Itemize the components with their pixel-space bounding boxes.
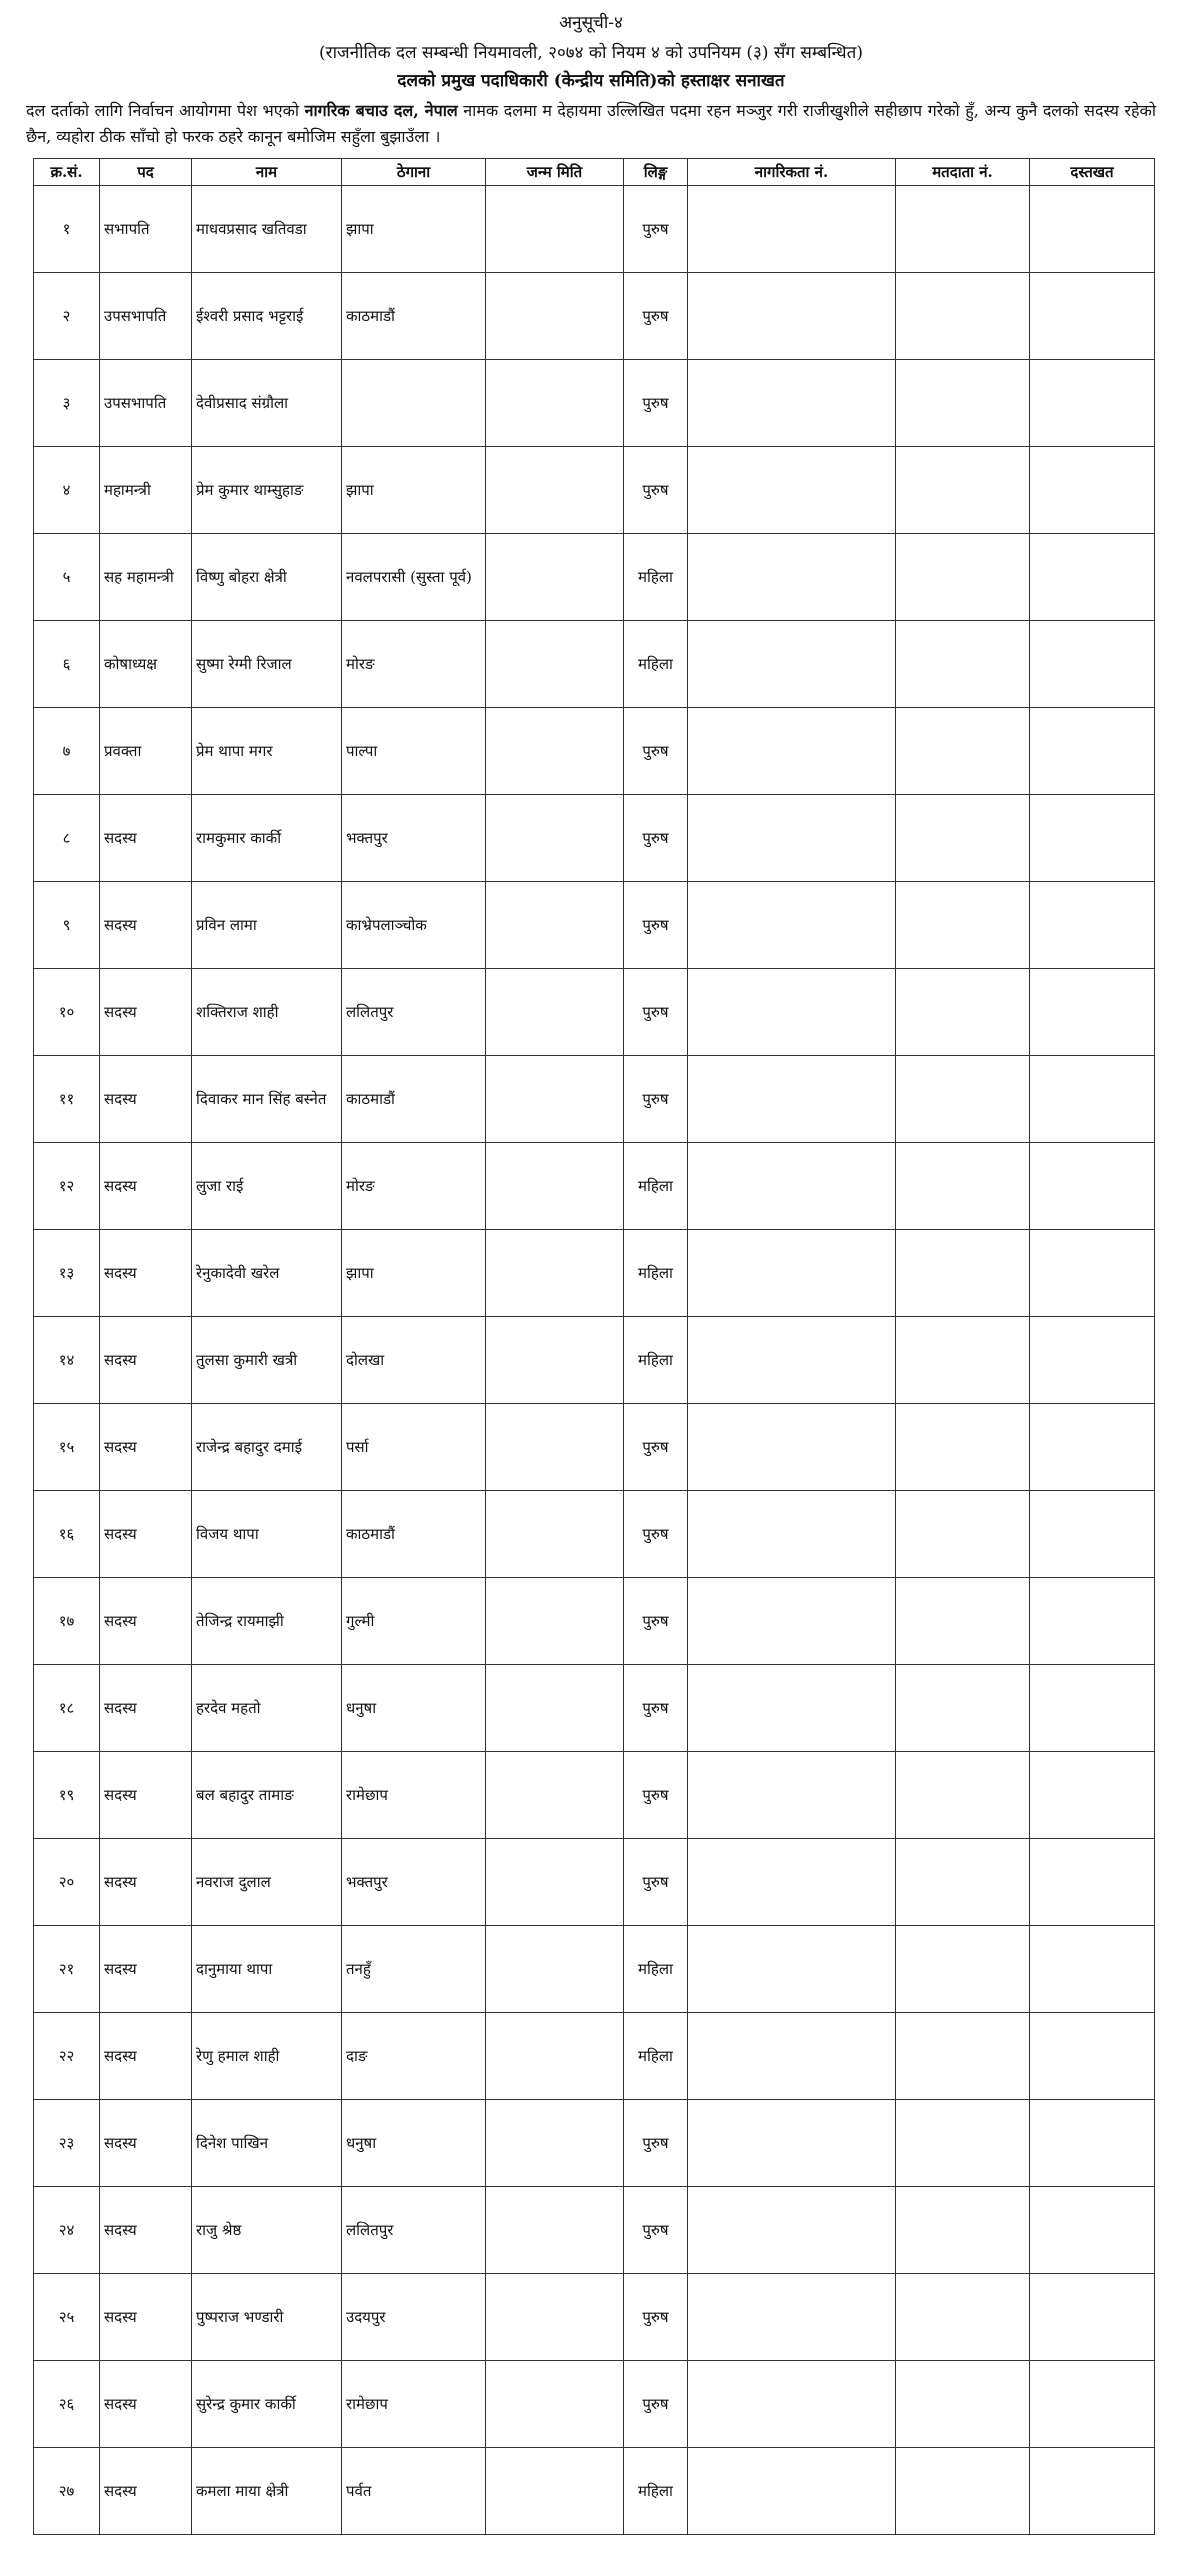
col-header-dob: जन्म मिति [486, 159, 624, 186]
cell-sn: २२ [34, 2013, 100, 2100]
cell-address: काठमाडौं [342, 1056, 486, 1143]
cell-sn: १६ [34, 1491, 100, 1578]
cell-dob [486, 1491, 624, 1578]
cell-gender: महिला [624, 534, 688, 621]
col-header-address: ठेगाना [342, 159, 486, 186]
cell-signature [1030, 1752, 1155, 1839]
cell-post: सदस्य [100, 1404, 192, 1491]
cell-citizenship [688, 534, 896, 621]
cell-dob [486, 621, 624, 708]
cell-dob [486, 2361, 624, 2448]
cell-sn: ६ [34, 621, 100, 708]
cell-post: सदस्य [100, 1578, 192, 1665]
document-title: दलको प्रमुख पदाधिकारी (केन्द्रीय समिति)को हस्ताक्षर सनाखत [397, 71, 785, 91]
cell-voter [896, 1578, 1030, 1665]
cell-dob [486, 273, 624, 360]
cell-dob [486, 2100, 624, 2187]
table-row [34, 1491, 1155, 1578]
table-row [34, 2187, 1155, 2274]
cell-citizenship [688, 1578, 896, 1665]
rule-reference: (राजनीतिक दल सम्बन्धी नियमावली, २०७४ को नियम ४ को उपनियम (३) सँग सम्बन्धित) [319, 43, 863, 63]
cell-address: काभ्रेपलाञ्चोक [342, 882, 486, 969]
officials-table [33, 158, 1155, 2535]
cell-name: रामकुमार कार्की [192, 795, 342, 882]
cell-name: रेणु हमाल शाही [192, 2013, 342, 2100]
cell-gender: पुरुष [624, 1404, 688, 1491]
cell-post: सदस्य [100, 2013, 192, 2100]
cell-sn: ५ [34, 534, 100, 621]
cell-address: रामेछाप [342, 2361, 486, 2448]
cell-gender: पुरुष [624, 360, 688, 447]
cell-post: सदस्य [100, 1839, 192, 1926]
cell-citizenship [688, 1752, 896, 1839]
table-row [34, 1839, 1155, 1926]
cell-name: तुलसा कुमारी खत्री [192, 1317, 342, 1404]
cell-citizenship [688, 2187, 896, 2274]
cell-address: पर्वत [342, 2448, 486, 2535]
cell-signature [1030, 1578, 1155, 1665]
cell-voter [896, 360, 1030, 447]
col-header-gender: लिङ्ग [624, 159, 688, 186]
cell-signature [1030, 1404, 1155, 1491]
cell-dob [486, 1230, 624, 1317]
cell-citizenship [688, 1665, 896, 1752]
cell-voter [896, 1404, 1030, 1491]
cell-name: ईश्वरी प्रसाद भट्टराई [192, 273, 342, 360]
cell-gender: महिला [624, 1317, 688, 1404]
cell-citizenship [688, 1056, 896, 1143]
cell-post: कोषाध्यक्ष [100, 621, 192, 708]
cell-dob [486, 2274, 624, 2361]
cell-sn: १४ [34, 1317, 100, 1404]
cell-citizenship [688, 1926, 896, 2013]
cell-post: सदस्य [100, 1230, 192, 1317]
cell-signature [1030, 1926, 1155, 2013]
cell-voter [896, 882, 1030, 969]
cell-address: झापा [342, 447, 486, 534]
cell-post: सदस्य [100, 795, 192, 882]
cell-address: दाङ [342, 2013, 486, 2100]
cell-name: दानुमाया थापा [192, 1926, 342, 2013]
cell-name: दिनेश पाखिन [192, 2100, 342, 2187]
cell-gender: महिला [624, 1230, 688, 1317]
cell-sn: १२ [34, 1143, 100, 1230]
cell-sn: १ [34, 186, 100, 273]
cell-dob [486, 1404, 624, 1491]
cell-gender: पुरुष [624, 882, 688, 969]
cell-post: सदस्य [100, 1143, 192, 1230]
cell-voter [896, 969, 1030, 1056]
cell-citizenship [688, 360, 896, 447]
cell-citizenship [688, 1230, 896, 1317]
cell-name: रेनुकादेवी खरेल [192, 1230, 342, 1317]
cell-post: महामन्त्री [100, 447, 192, 534]
cell-citizenship [688, 186, 896, 273]
cell-address: धनुषा [342, 1665, 486, 1752]
table-row [34, 360, 1155, 447]
table-row [34, 795, 1155, 882]
cell-address: तनहुँ [342, 1926, 486, 2013]
cell-address: झापा [342, 186, 486, 273]
cell-signature [1030, 534, 1155, 621]
cell-gender: पुरुष [624, 447, 688, 534]
cell-address: रामेछाप [342, 1752, 486, 1839]
cell-address: ललितपुर [342, 2187, 486, 2274]
cell-citizenship [688, 2100, 896, 2187]
cell-address: पर्सा [342, 1404, 486, 1491]
cell-gender: पुरुष [624, 1491, 688, 1578]
cell-address: ललितपुर [342, 969, 486, 1056]
declaration-part-1: दल दर्ताको लागि निर्वाचन आयोगमा पेश भएको [26, 101, 300, 120]
cell-sn: ९ [34, 882, 100, 969]
cell-sn: १८ [34, 1665, 100, 1752]
cell-sn: १३ [34, 1230, 100, 1317]
cell-address: दोलखा [342, 1317, 486, 1404]
cell-address: झापा [342, 1230, 486, 1317]
cell-gender: पुरुष [624, 273, 688, 360]
table-header-row [34, 159, 1155, 186]
cell-dob [486, 186, 624, 273]
cell-citizenship [688, 1317, 896, 1404]
cell-name: राजेन्द्र बहादुर दमाई [192, 1404, 342, 1491]
cell-address: नवलपरासी (सुस्ता पूर्व) [342, 534, 486, 621]
cell-signature [1030, 2274, 1155, 2361]
cell-post: सदस्य [100, 1491, 192, 1578]
table-row [34, 969, 1155, 1056]
cell-gender: पुरुष [624, 186, 688, 273]
cell-address: धनुषा [342, 2100, 486, 2187]
cell-sn: २३ [34, 2100, 100, 2187]
cell-citizenship [688, 1839, 896, 1926]
col-header-sn: क्र.सं. [34, 159, 100, 186]
cell-gender: पुरुष [624, 2187, 688, 2274]
cell-gender: पुरुष [624, 708, 688, 795]
cell-name: प्रेम थापा मगर [192, 708, 342, 795]
table-row [34, 708, 1155, 795]
cell-dob [486, 2187, 624, 2274]
cell-address: भक्तपुर [342, 1839, 486, 1926]
cell-name: सुरेन्द्र कुमार कार्की [192, 2361, 342, 2448]
cell-post: सदस्य [100, 1056, 192, 1143]
cell-gender: पुरुष [624, 1752, 688, 1839]
cell-voter [896, 2013, 1030, 2100]
cell-name: दिवाकर मान सिंह बस्नेत [192, 1056, 342, 1143]
cell-gender: पुरुष [624, 969, 688, 1056]
cell-post: सदस्य [100, 1752, 192, 1839]
cell-address: पाल्पा [342, 708, 486, 795]
cell-signature [1030, 2361, 1155, 2448]
cell-dob [486, 708, 624, 795]
cell-address: काठमाडौं [342, 1491, 486, 1578]
cell-sn: १० [34, 969, 100, 1056]
cell-sn: १७ [34, 1578, 100, 1665]
cell-citizenship [688, 447, 896, 534]
cell-gender: पुरुष [624, 2361, 688, 2448]
cell-post: सदस्य [100, 1926, 192, 2013]
cell-name: राजु श्रेष्ठ [192, 2187, 342, 2274]
cell-signature [1030, 1056, 1155, 1143]
cell-address: मोरङ [342, 621, 486, 708]
table-row [34, 1404, 1155, 1491]
cell-voter [896, 447, 1030, 534]
cell-address: काठमाडौं [342, 273, 486, 360]
cell-address [342, 360, 486, 447]
cell-sn: १९ [34, 1752, 100, 1839]
cell-name: विष्णु बोहरा क्षेत्री [192, 534, 342, 621]
col-header-name: नाम [192, 159, 342, 186]
cell-signature [1030, 2100, 1155, 2187]
cell-gender: महिला [624, 2448, 688, 2535]
cell-voter [896, 1926, 1030, 2013]
cell-sn: ३ [34, 360, 100, 447]
cell-voter [896, 1839, 1030, 1926]
cell-voter [896, 186, 1030, 273]
cell-post: उपसभापति [100, 273, 192, 360]
cell-dob [486, 1752, 624, 1839]
cell-address: उदयपुर [342, 2274, 486, 2361]
cell-signature [1030, 882, 1155, 969]
cell-voter [896, 708, 1030, 795]
table-row [34, 1665, 1155, 1752]
cell-post: सदस्य [100, 2361, 192, 2448]
cell-name: नवराज दुलाल [192, 1839, 342, 1926]
cell-name: बल बहादुर तामाङ [192, 1752, 342, 1839]
cell-sn: ८ [34, 795, 100, 882]
cell-signature [1030, 969, 1155, 1056]
cell-dob [486, 1056, 624, 1143]
cell-sn: २१ [34, 1926, 100, 2013]
cell-gender: महिला [624, 621, 688, 708]
cell-citizenship [688, 969, 896, 1056]
cell-citizenship [688, 795, 896, 882]
cell-gender: पुरुष [624, 1839, 688, 1926]
cell-voter [896, 2448, 1030, 2535]
table-row [34, 186, 1155, 273]
cell-post: सदस्य [100, 2187, 192, 2274]
cell-dob [486, 2013, 624, 2100]
table-row [34, 1317, 1155, 1404]
cell-sn: १५ [34, 1404, 100, 1491]
cell-voter [896, 2187, 1030, 2274]
cell-sn: २४ [34, 2187, 100, 2274]
cell-citizenship [688, 1491, 896, 1578]
cell-signature [1030, 1491, 1155, 1578]
cell-signature [1030, 2013, 1155, 2100]
cell-name: तेजिन्द्र रायमाझी [192, 1578, 342, 1665]
cell-voter [896, 1317, 1030, 1404]
table-row [34, 621, 1155, 708]
cell-citizenship [688, 1404, 896, 1491]
cell-citizenship [688, 1143, 896, 1230]
cell-signature [1030, 273, 1155, 360]
cell-sn: २ [34, 273, 100, 360]
table-row [34, 1578, 1155, 1665]
cell-gender: पुरुष [624, 1665, 688, 1752]
table-row [34, 534, 1155, 621]
cell-gender: पुरुष [624, 2274, 688, 2361]
cell-gender: महिला [624, 1926, 688, 2013]
cell-gender: पुरुष [624, 1578, 688, 1665]
cell-voter [896, 534, 1030, 621]
cell-voter [896, 1143, 1030, 1230]
cell-gender: महिला [624, 2013, 688, 2100]
cell-signature [1030, 1143, 1155, 1230]
table-row [34, 1230, 1155, 1317]
table-row [34, 2274, 1155, 2361]
col-header-post: पद [100, 159, 192, 186]
cell-voter [896, 2361, 1030, 2448]
cell-voter [896, 795, 1030, 882]
col-header-citizenship: नागरिकता नं. [688, 159, 896, 186]
table-row [34, 447, 1155, 534]
cell-sn: ११ [34, 1056, 100, 1143]
cell-signature [1030, 2448, 1155, 2535]
cell-voter [896, 2274, 1030, 2361]
cell-gender: पुरुष [624, 795, 688, 882]
table-row [34, 1056, 1155, 1143]
cell-signature [1030, 1665, 1155, 1752]
cell-post: सभापति [100, 186, 192, 273]
cell-voter [896, 1752, 1030, 1839]
cell-name: कमला माया क्षेत्री [192, 2448, 342, 2535]
cell-citizenship [688, 2274, 896, 2361]
declaration-paragraph [26, 98, 1156, 150]
cell-signature [1030, 708, 1155, 795]
cell-citizenship [688, 621, 896, 708]
cell-dob [486, 1317, 624, 1404]
cell-gender: महिला [624, 1143, 688, 1230]
cell-citizenship [688, 882, 896, 969]
table-row [34, 2361, 1155, 2448]
cell-dob [486, 534, 624, 621]
cell-name: माधवप्रसाद खतिवडा [192, 186, 342, 273]
cell-voter [896, 273, 1030, 360]
table-row [34, 882, 1155, 969]
table-row [34, 1926, 1155, 2013]
cell-signature [1030, 1839, 1155, 1926]
party-name: नागरिक बचाउ दल, नेपाल [304, 101, 458, 120]
table-row [34, 2013, 1155, 2100]
cell-citizenship [688, 2013, 896, 2100]
cell-citizenship [688, 708, 896, 795]
cell-dob [486, 969, 624, 1056]
cell-signature [1030, 1317, 1155, 1404]
cell-post: प्रवक्ता [100, 708, 192, 795]
cell-post: सदस्य [100, 2100, 192, 2187]
cell-voter [896, 1665, 1030, 1752]
cell-voter [896, 1056, 1030, 1143]
cell-address: भक्तपुर [342, 795, 486, 882]
cell-signature [1030, 2187, 1155, 2274]
cell-dob [486, 1926, 624, 2013]
cell-gender: पुरुष [624, 2100, 688, 2187]
cell-signature [1030, 186, 1155, 273]
col-header-voter: मतदाता नं. [896, 159, 1030, 186]
cell-name: विजय थापा [192, 1491, 342, 1578]
cell-post: उपसभापति [100, 360, 192, 447]
cell-dob [486, 447, 624, 534]
col-header-signature: दस्तखत [1030, 159, 1155, 186]
cell-citizenship [688, 273, 896, 360]
cell-sn: २० [34, 1839, 100, 1926]
cell-post: सह महामन्त्री [100, 534, 192, 621]
cell-address: मोरङ [342, 1143, 486, 1230]
table-body [34, 186, 1155, 2535]
cell-voter [896, 1230, 1030, 1317]
cell-voter [896, 621, 1030, 708]
cell-dob [486, 360, 624, 447]
table-row [34, 2100, 1155, 2187]
cell-signature [1030, 621, 1155, 708]
cell-post: सदस्य [100, 2448, 192, 2535]
cell-citizenship [688, 2361, 896, 2448]
cell-dob [486, 1839, 624, 1926]
cell-name: सुष्मा रेग्मी रिजाल [192, 621, 342, 708]
cell-dob [486, 882, 624, 969]
table-row [34, 1143, 1155, 1230]
cell-gender: पुरुष [624, 1056, 688, 1143]
cell-name: देवीप्रसाद संग्रौला [192, 360, 342, 447]
schedule-number: अनुसूची-४ [559, 13, 623, 33]
cell-name: लुजा राई [192, 1143, 342, 1230]
cell-voter [896, 1491, 1030, 1578]
cell-signature [1030, 360, 1155, 447]
cell-sn: ७ [34, 708, 100, 795]
declaration-part-2: नामक दलमा म देहायमा उल्लिखित पदमा रहन मञ्जुर गरी राजीखुशीले सहीछाप गरेको हुँ, अन्य कुनै दलको सदस्य रहेको छैन, व्यहोरा ठीक साँचो हो फरक ठहरे कानून बमोजिम सहुँला बुझाउँला । [26, 101, 1156, 146]
cell-signature [1030, 447, 1155, 534]
cell-voter [896, 2100, 1030, 2187]
cell-address: गुल्मी [342, 1578, 486, 1665]
cell-post: सदस्य [100, 1317, 192, 1404]
cell-dob [486, 2448, 624, 2535]
cell-post: सदस्य [100, 2274, 192, 2361]
cell-dob [486, 795, 624, 882]
table-row [34, 2448, 1155, 2535]
cell-name: पुष्पराज भण्डारी [192, 2274, 342, 2361]
table-row [34, 273, 1155, 360]
cell-dob [486, 1143, 624, 1230]
cell-name: प्रविन लामा [192, 882, 342, 969]
cell-name: प्रेम कुमार थाम्सुहाङ [192, 447, 342, 534]
cell-citizenship [688, 2448, 896, 2535]
cell-dob [486, 1665, 624, 1752]
cell-post: सदस्य [100, 1665, 192, 1752]
cell-signature [1030, 1230, 1155, 1317]
cell-sn: ४ [34, 447, 100, 534]
cell-sn: २७ [34, 2448, 100, 2535]
cell-dob [486, 1578, 624, 1665]
cell-name: हरदेव महतो [192, 1665, 342, 1752]
cell-post: सदस्य [100, 969, 192, 1056]
cell-signature [1030, 795, 1155, 882]
table-row [34, 1752, 1155, 1839]
cell-sn: २५ [34, 2274, 100, 2361]
cell-sn: २६ [34, 2361, 100, 2448]
cell-post: सदस्य [100, 882, 192, 969]
cell-name: शक्तिराज शाही [192, 969, 342, 1056]
